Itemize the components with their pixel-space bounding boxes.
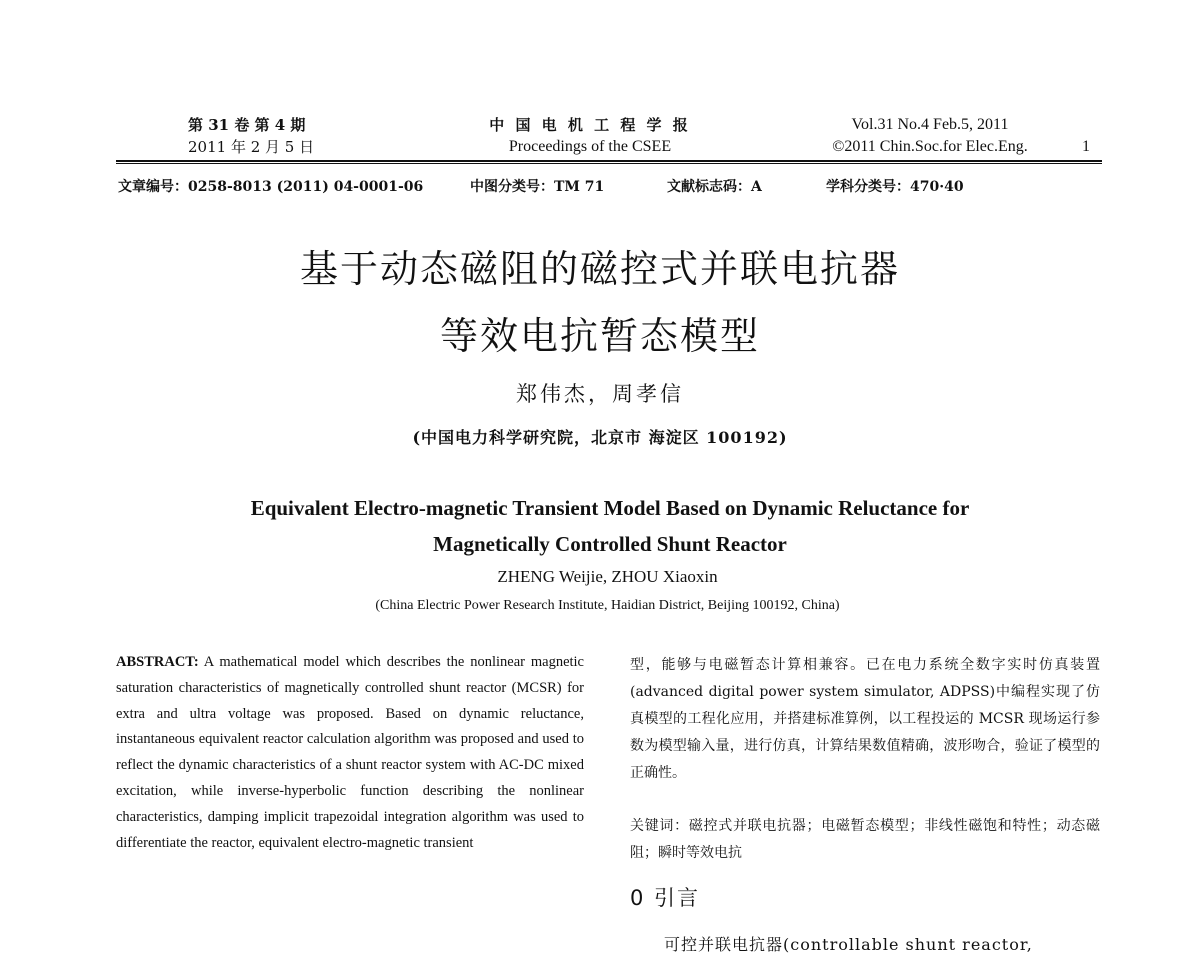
article-number: 文章编号：0258-8013 (2011) 04-0001-06 (118, 179, 424, 195)
title-en-line1: Equivalent Electro-magnetic Transient Model Based on Dynamic Reluctance for (250, 496, 970, 520)
intro-paragraph: 可控并联电抗器(controllable shunt reactor, (664, 935, 1033, 954)
header-left (188, 114, 314, 158)
affiliation-en: (China Electric Power Research Institute, Haidian District, Beijing 100192, China) (375, 598, 840, 613)
document-code: 文献标志码：A (667, 179, 762, 195)
authors-cn: 郑伟杰，周孝信 (516, 382, 684, 406)
header-center (440, 114, 740, 158)
abstract-label: ABSTRACT: (116, 654, 199, 670)
header-right (800, 114, 1060, 158)
affiliation-cn: (中国电力科学研究院，北京市 海淀区 100192) (412, 428, 788, 447)
header-rule-thin (116, 163, 1102, 164)
abstract-text: A mathematical model which describes the nonlinear magnetic saturation characteristics of magnetically controlled shunt reactor (MCSR) for extra and ultra voltage was proposed. Based on dynamic reluctance, instantaneous equivalent reactor calculation algorithm was proposed and used to reflect the dynamic characteristics of a shunt reactor system with AC-DC mixed excitation, while inverse-hyperbolic function describing the nonlinear characteristics, damping implicit trapezoidal integration algorithm was used to differentiate the reactor, equivalent electro-magnetic transient (116, 654, 584, 851)
journal-name-cn: 中 国 电 机 工 程 学 报 (489, 116, 691, 134)
clc-number: 中图分类号：TM 71 (470, 179, 605, 195)
volume-issue: 第 31 卷 第 4 期 (188, 116, 306, 134)
authors-en: ZHENG Weijie, ZHOU Xiaoxin (497, 567, 718, 586)
title-en-line2: Magnetically Controlled Shunt Reactor (433, 532, 787, 556)
keywords-cn: 关键词：磁控式并联电抗器；电磁暂态模型；非线性磁饱和特性；动态磁阻；瞬时等效电抗 (630, 818, 1100, 861)
section-heading: 0 引言 (630, 886, 701, 910)
subject-code: 学科分类号：470·40 (826, 179, 964, 195)
volume-info-en: Vol.31 No.4 Feb.5, 2011 (851, 116, 1009, 133)
abstract-en (116, 650, 584, 856)
publication-date-cn: 2011 年 2 月 5 日 (188, 138, 315, 156)
title-cn-line1: 基于动态磁阻的磁控式并联电抗器 (299, 247, 900, 291)
header-rule (116, 160, 1102, 162)
journal-name-en: Proceedings of the CSEE (508, 138, 672, 155)
title-cn-line2: 等效电抗暂态模型 (439, 314, 760, 358)
page-number: 1 (1082, 138, 1090, 155)
abstract-cn-continued: 型，能够与电磁暂态计算相兼容。已在电力系统全数字实时仿真装置(advanced digital power system simulator, ADPSS)中编程实现了仿真模型的工程化应用，并搭建标准算例，以工程投运的 MCSR 现场运行参数为模型输入量，进行仿真，计算结果数值精确，波形吻合，验证了模型的正确性。 (630, 657, 1100, 781)
copyright: ©2011 Chin.Soc.for Elec.Eng. (832, 138, 1028, 155)
